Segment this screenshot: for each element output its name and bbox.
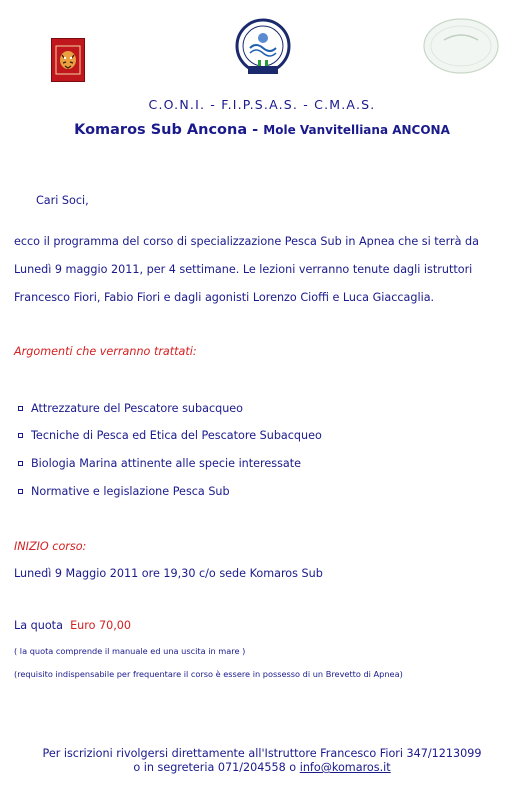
intro-line-3: Francesco Fiori, Fabio Fiori e dagli agonisti Lorenzo Cioffi e Luca Giaccaglia. <box>14 291 435 304</box>
fee-line <box>14 619 131 632</box>
federations-header: C.O.N.I. - F.I.P.S.A.S. - C.M.A.S. <box>148 97 376 112</box>
start-heading: INIZIO corso: <box>14 540 87 553</box>
club-header <box>0 122 524 138</box>
square-bullet-icon <box>18 461 23 466</box>
greeting: Cari Soci, <box>36 194 89 207</box>
footer-contact-line: Per iscrizioni rivolgersi direttamente all'Istruttore Francesco Fiori 347/1213099 <box>42 747 482 760</box>
club-name: Komaros Sub Ancona - <box>74 122 259 138</box>
komaros-sub-logo-icon <box>422 16 500 76</box>
square-bullet-icon <box>18 406 23 411</box>
footer-secretary-line <box>0 761 524 774</box>
topic-item: Attrezzature del Pescatore subacqueo <box>18 402 243 415</box>
email-link[interactable]: info@komaros.it <box>299 761 391 774</box>
start-text: Lunedì 9 Maggio 2011 ore 19,30 c/o sede Komaros Sub <box>14 567 323 580</box>
topic-item: Biologia Marina attinente alle specie interessate <box>18 457 301 470</box>
topic-item: Normative e legislazione Pesca Sub <box>18 485 230 498</box>
fee-label: La quota <box>14 619 63 632</box>
fee-value: Euro 70,00 <box>70 619 132 632</box>
square-bullet-icon <box>18 433 23 438</box>
topic-item: Tecniche di Pesca ed Etica del Pescatore Subacqueo <box>18 429 322 442</box>
tiger-logo-icon <box>51 38 85 82</box>
federation-seal-logo-icon <box>234 16 292 80</box>
intro-line-2: Lunedì 9 maggio 2011, per 4 settimane. Le lezioni verranno tenute dagli istruttori <box>14 263 473 276</box>
club-location: Mole Vanvitelliana ANCONA <box>263 123 450 137</box>
requirement-note: (requisito indispensabile per frequentare il corso è essere in possesso di un Brevetto di Apnea) <box>14 669 403 679</box>
footer-secretary-text: o in segreteria 071/204558 o <box>133 761 297 774</box>
square-bullet-icon <box>18 489 23 494</box>
fee-note: ( la quota comprende il manuale ed una uscita in mare ) <box>14 646 246 656</box>
intro-line-1: ecco il programma del corso di specializzazione Pesca Sub in Apnea che si terrà da <box>14 235 479 248</box>
topics-heading: Argomenti che verranno trattati: <box>14 345 197 358</box>
